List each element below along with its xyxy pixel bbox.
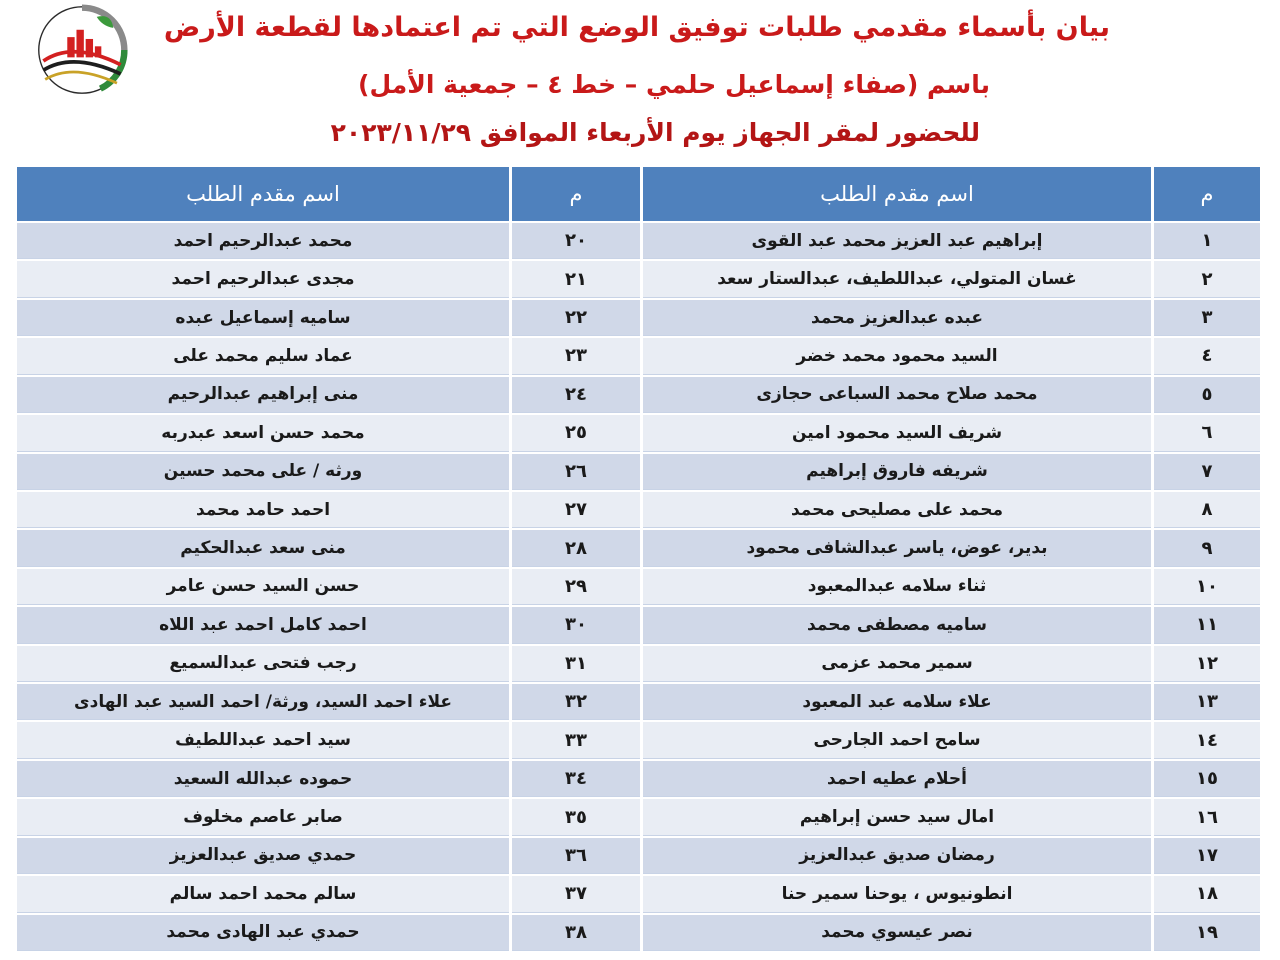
applicant-name-left: حموده عبدالله السعيد [17, 761, 509, 797]
header-date-line: للحضور لمقر الجهاز يوم الأربعاء الموافق ٢٠٢٣/١١/٢٩ [330, 118, 980, 147]
row-number-right: ١٧ [1154, 838, 1260, 874]
applicant-name-right: سامح احمد الجارحى [643, 722, 1151, 758]
applicant-name-left: رجب فتحى عبدالسميع [17, 646, 509, 682]
applicant-name-left: صابر عاصم مخلوف [17, 799, 509, 835]
row-number-right: ٧ [1154, 454, 1260, 490]
applicant-name-left: حسن السيد حسن عامر [17, 569, 509, 605]
header-name-right: اسم مقدم الطلب [643, 167, 1151, 221]
row-number-right: ١٩ [1154, 915, 1260, 951]
row-number-right: ١ [1154, 223, 1260, 259]
applicant-name-right: محمد على مصليحى محمد [643, 492, 1151, 528]
applicant-name-right: نصر عيسوي محمد [643, 915, 1151, 951]
applicant-name-right: شريفه فاروق إبراهيم [643, 454, 1151, 490]
applicant-name-left: احمد كامل احمد عبد اللاه [17, 607, 509, 643]
header-title: بيان بأسماء مقدمي طلبات توفيق الوضع التي تم اعتمادها لقطعة الأرض [163, 12, 1110, 43]
applicant-name-left: احمد حامد محمد [17, 492, 509, 528]
row-number-left: ٣٥ [512, 799, 640, 835]
row-number-left: ٢٤ [512, 377, 640, 413]
row-number-left: ٣٢ [512, 684, 640, 720]
row-number-right: ٨ [1154, 492, 1260, 528]
applicant-name-right: شريف السيد محمود امين [643, 415, 1151, 451]
row-number-right: ١٥ [1154, 761, 1260, 797]
applicant-name-right: امال سيد حسن إبراهيم [643, 799, 1151, 835]
header-number-left: م [512, 167, 640, 221]
applicant-name-right: سمير محمد عزمى [643, 646, 1151, 682]
applicants-table [20, 167, 1260, 951]
row-number-left: ٢٣ [512, 338, 640, 374]
row-number-left: ٣٠ [512, 607, 640, 643]
applicant-name-right: بدير، عوض، ياسر عبدالشافى محمود [643, 530, 1151, 566]
row-number-right: ١٨ [1154, 876, 1260, 912]
row-number-right: ٩ [1154, 530, 1260, 566]
row-number-right: ١٤ [1154, 722, 1260, 758]
row-number-left: ٢٨ [512, 530, 640, 566]
row-number-left: ٣١ [512, 646, 640, 682]
applicant-name-left: منى سعد عبدالحكيم [17, 530, 509, 566]
applicant-name-left: ورثه / على محمد حسين [17, 454, 509, 490]
applicant-name-right: رمضان صديق عبدالعزيز [643, 838, 1151, 874]
applicant-name-left: حمدي صديق عبدالعزيز [17, 838, 509, 874]
applicant-name-left: عماد سليم محمد على [17, 338, 509, 374]
applicant-name-right: غسان المتولي، عبداللطيف، عبدالستار سعد [643, 261, 1151, 297]
row-number-left: ٣٤ [512, 761, 640, 797]
row-number-right: ١٢ [1154, 646, 1260, 682]
row-number-right: ٦ [1154, 415, 1260, 451]
row-number-right: ١٠ [1154, 569, 1260, 605]
document-header [150, 0, 1230, 162]
applicant-name-right: ساميه مصطفى محمد [643, 607, 1151, 643]
row-number-left: ٢٢ [512, 300, 640, 336]
row-number-left: ٣٦ [512, 838, 640, 874]
row-number-right: ١١ [1154, 607, 1260, 643]
row-number-left: ٣٣ [512, 722, 640, 758]
applicant-name-left: حمدي عبد الهادى محمد [17, 915, 509, 951]
row-number-right: ٤ [1154, 338, 1260, 374]
applicant-name-left: منى إبراهيم عبدالرحيم [17, 377, 509, 413]
applicant-name-right: علاء سلامه عبد المعبود [643, 684, 1151, 720]
row-number-left: ٢١ [512, 261, 640, 297]
applicant-name-right: أحلام عطيه احمد [643, 761, 1151, 797]
header-number-right: م [1154, 167, 1260, 221]
applicant-name-left: محمد عبدالرحيم احمد [17, 223, 509, 259]
applicant-name-left: مجدى عبدالرحيم احمد [17, 261, 509, 297]
row-number-left: ٢٠ [512, 223, 640, 259]
applicant-name-left: سيد احمد عبداللطيف [17, 722, 509, 758]
applicant-name-right: إبراهيم عبد العزيز محمد عبد القوى [643, 223, 1151, 259]
applicant-name-right: محمد صلاح محمد السباعى حجازى [643, 377, 1151, 413]
applicant-name-left: محمد حسن اسعد عبدربه [17, 415, 509, 451]
row-number-left: ٢٧ [512, 492, 640, 528]
row-number-right: ٢ [1154, 261, 1260, 297]
row-number-left: ٢٥ [512, 415, 640, 451]
row-number-left: ٣٨ [512, 915, 640, 951]
header-subtitle: باسم (صفاء إسماعيل حلمي – خط ٤ – جمعية الأمل) [358, 70, 990, 99]
authority-logo [36, 4, 128, 96]
row-number-right: ١٣ [1154, 684, 1260, 720]
row-number-left: ٢٩ [512, 569, 640, 605]
applicant-name-left: سالم محمد احمد سالم [17, 876, 509, 912]
row-number-right: ٣ [1154, 300, 1260, 336]
applicant-name-left: علاء احمد السيد، ورثة/ احمد السيد عبد الهادى [17, 684, 509, 720]
applicant-name-right: عبده عبدالعزيز محمد [643, 300, 1151, 336]
row-number-left: ٢٦ [512, 454, 640, 490]
row-number-right: ١٦ [1154, 799, 1260, 835]
row-number-left: ٣٧ [512, 876, 640, 912]
applicant-name-right: انطونيوس ، يوحنا سمير حنا [643, 876, 1151, 912]
applicant-name-right: ثناء سلامه عبدالمعبود [643, 569, 1151, 605]
applicant-name-right: السيد محمود محمد خضر [643, 338, 1151, 374]
row-number-right: ٥ [1154, 377, 1260, 413]
header-name-left: اسم مقدم الطلب [17, 167, 509, 221]
applicant-name-left: ساميه إسماعيل عبده [17, 300, 509, 336]
